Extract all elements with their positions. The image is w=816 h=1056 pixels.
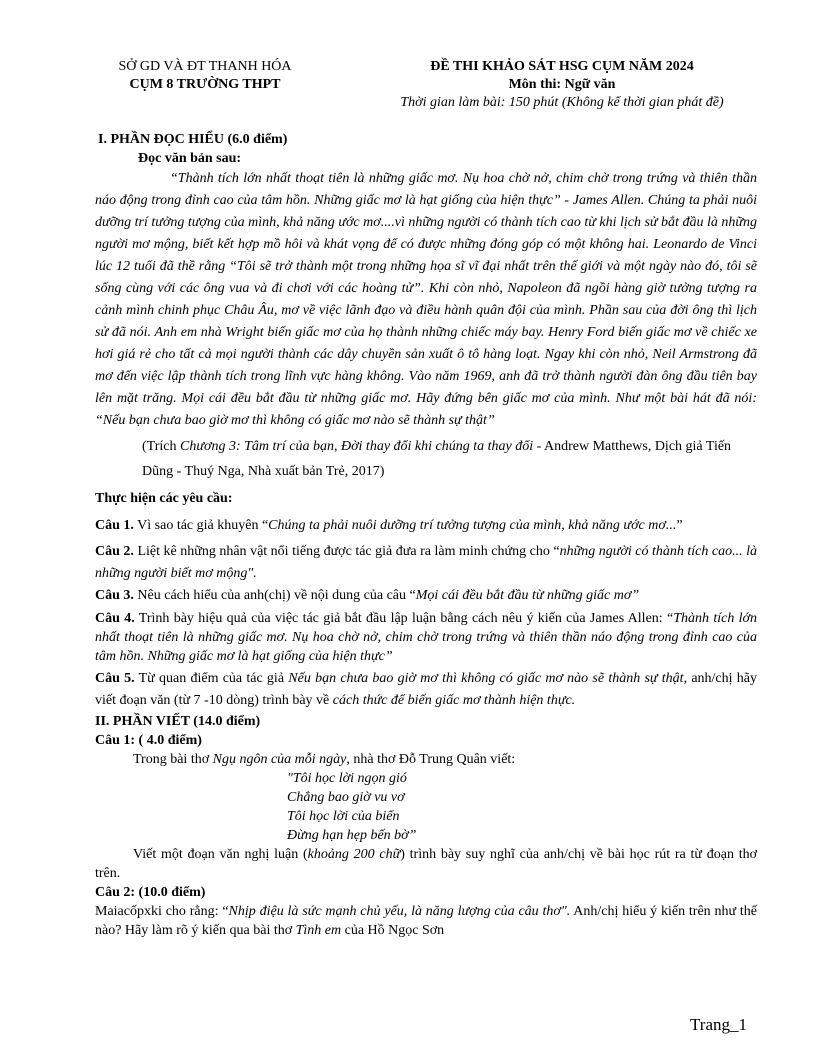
tasks-title: Thực hiện các yêu cầu:	[95, 491, 233, 506]
subject: Môn thi: Ngữ văn	[508, 77, 616, 92]
question-2: Câu 2. Liệt kê những nhân vật nổi tiếng được tác giả đưa ra làm minh chứng cho “những người có thành tích cao... là những người biết mơ mộng".	[95, 544, 757, 581]
part2-question-1-task: Viết một đoạn văn nghị luận (khoảng 200 chữ) trình bày suy nghĩ của anh/chị về bài học rút ra từ đoạn thơ trên.	[95, 847, 758, 881]
page-number: Trang_1	[690, 1015, 747, 1034]
part2-question-1-title: Câu 1: ( 4.0 điểm)	[95, 733, 202, 748]
section1-title: I. PHẦN ĐỌC HIỂU (6.0 điểm)	[98, 132, 288, 147]
exam-title: ĐỀ THI KHẢO SÁT HSG CỤM NĂM 2024	[430, 59, 694, 74]
question-3: Câu 3. Nêu cách hiểu của anh(chị) về nội dung của câu “Mọi cái đều bắt đầu từ những giấc mơ”	[95, 588, 640, 603]
poem-excerpt	[287, 769, 757, 845]
cluster-name: CỤM 8 TRƯỜNG THPT	[129, 77, 281, 92]
question-4: Câu 4. Trình bày hiệu quả của việc tác giả bắt đầu lập luận bằng cách nêu ý kiến của James Allen: “Thành tích lớn nhất thoạt tiên là những giấc mơ. Nụ hoa chờ nở, chim chờ trong trứng và thiên thần náo động trong đỉnh cao của tâm hồn. Những giấc mơ là hạt giống của hiện thực”	[95, 611, 757, 664]
question-5: Câu 5. Từ quan điểm của tác giả Nếu bạn chưa bao giờ mơ thì không có giấc mơ nào sẽ thành sự thật, anh/chị hãy viết đoạn văn (từ 7 -10 dòng) trình bày về cách thức để biến giấc mơ thành hiện thực.	[95, 671, 757, 708]
section2-title: II. PHẦN VIẾT (14.0 điểm)	[95, 714, 261, 729]
header-exam	[362, 58, 762, 112]
header-school	[100, 58, 310, 94]
reading-intro: Đọc văn bản sau:	[138, 151, 242, 166]
part2-question-2-title: Câu 2: (10.0 điểm)	[95, 885, 206, 900]
department-name: SỞ GD VÀ ĐT THANH HÓA	[118, 59, 292, 74]
poem-line: "Tôi học lời ngọn gió	[287, 771, 407, 786]
poem-line: Đừng hạn hẹp bến bờ”	[287, 828, 417, 843]
exam-body	[95, 130, 757, 940]
poem-line: Chẳng bao giờ vu vơ	[287, 790, 405, 805]
reading-passage: “Thành tích lớn nhất thoạt tiên là những giấc mơ. Nụ hoa chờ nở, chim chờ trong trứng và thiên thần náo động trong đỉnh cao của tâm hồn. Những giấc mơ là hạt giống của hiện thực” - James Allen. Chúng ta phải nuôi dưỡng trí tưởng tượng của mình, khả năng ước mơ....vì những người có thành tích cao từ khi lịch sử bắt đầu là những người mơ mộng, biết kết hợp mồ hôi và khát vọng để có được những đóng góp có một không hai. Leonardo de Vinci lúc 12 tuổi đã thề rằng “Tôi sẽ trở thành một trong những họa sĩ vĩ đại nhất trên thế giới và một ngày nào đó, tôi sẽ sống cùng với các ông vua và đi chơi với các hoàng tử”. Khi còn nhỏ, Napoleon đã ngồi hàng giờ tưởng tượng ra cảnh mình chinh phục Châu Âu, mơ về việc lãnh đạo và điều hành quân đội của mình. Phần sau của đời ông thì lịch sử đã nói. Anh em nhà Wright biến giấc mơ của họ thành những chiếc máy bay. Henry Ford biến giấc mơ về chiếc xe hơi giá rẻ cho tất cả mọi người thành các dây chuyền sản xuất ô tô hàng loạt. Ngay khi còn nhỏ, Neil Armstrong đã mơ đến việc lập thành tích trong lĩnh vực hàng không. Vào năm 1969, anh đã trở thành người đàn ông đầu tiên bay lên mặt trăng. Mọi cái đều bắt đầu từ những giấc mơ. Hãy đứng bên giấc mơ của mình. Như một bài hát đã nói: “Nếu bạn chưa bao giờ mơ thì không có giấc mơ nào sẽ thành sự thật”	[95, 171, 757, 428]
poem-line: Tôi học lời của biển	[287, 809, 400, 824]
citation: (Trích Chương 3: Tâm trí của bạn, Đời thay đổi khi chúng ta thay đổi - Andrew Matthews, Dịch giả Tiến Dũng - Thuý Nga, Nhà xuất bản Trẻ, 2017)	[142, 439, 732, 479]
part2-question-2-task: Maiacốpxki cho rằng: “Nhịp điệu là sức mạnh chủ yếu, là năng lượng của câu thơ". Anh/chị hiểu ý kiến trên như thế nào? Hãy làm rõ ý kiến qua bài thơ Tình em của Hồ Ngọc Sơn	[95, 904, 758, 938]
poem-intro: Trong bài thơ Ngụ ngôn của mỗi ngày, nhà thơ Đỗ Trung Quân viết:	[133, 752, 516, 767]
time-limit: Thời gian làm bài: 150 phút (Không kể thời gian phát đề)	[400, 95, 724, 110]
question-1: Câu 1. Vì sao tác giả khuyên “Chúng ta phải nuôi dưỡng trí tưởng tượng của mình, khả năng ước mơ...”	[95, 518, 683, 533]
